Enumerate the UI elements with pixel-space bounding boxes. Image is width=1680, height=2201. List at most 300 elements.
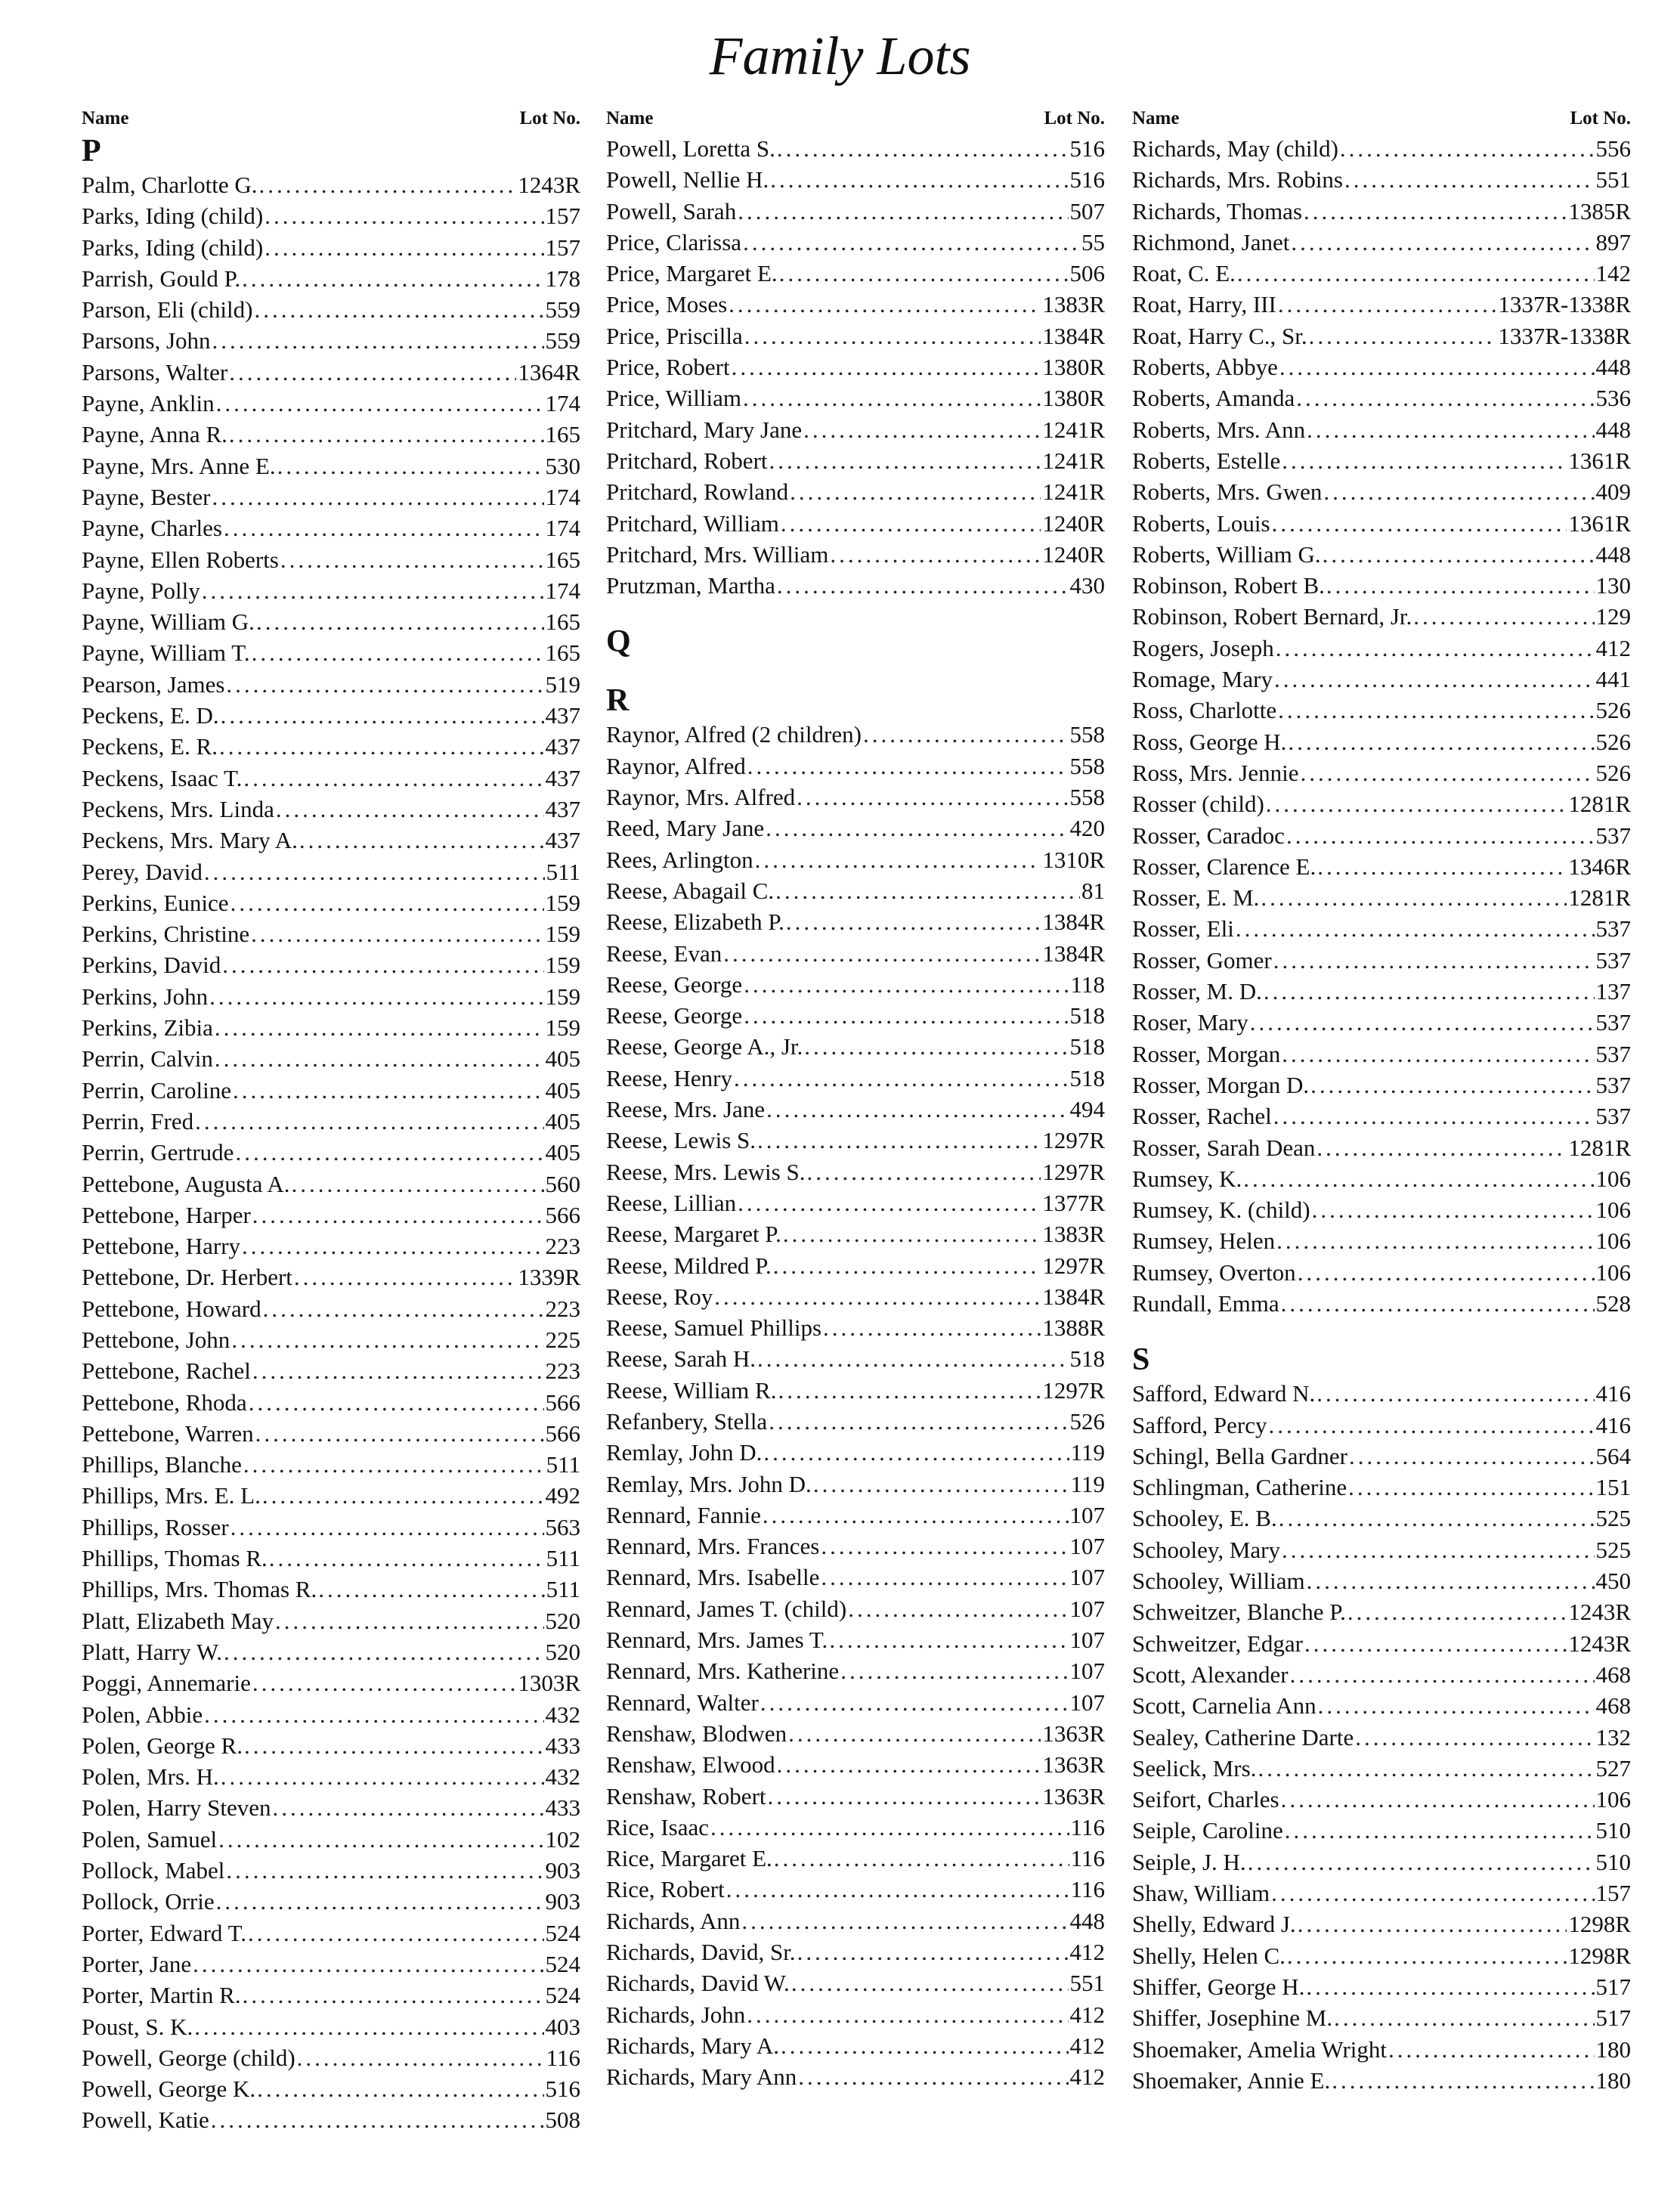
entry-lot-number: 437 <box>545 764 580 791</box>
entry-lot-number: 107 <box>1069 1564 1105 1591</box>
entry-lot-number: 412 <box>1069 2063 1105 2091</box>
entry-lot-number: 107 <box>1069 1627 1105 1654</box>
dot-leader <box>229 357 516 388</box>
entry-lot-number: 526 <box>1069 1407 1105 1435</box>
entry-name: Refanbery, Stella <box>606 1407 768 1435</box>
dot-leader <box>221 700 544 731</box>
entry-lot-number: 558 <box>1069 752 1105 779</box>
entry-lot-number: 159 <box>545 952 580 979</box>
entry-lot-number: 1383R <box>1042 291 1105 318</box>
dot-leader <box>777 133 1069 164</box>
entry-lot-number: 537 <box>1595 1103 1631 1130</box>
lot-entry <box>82 1512 580 1543</box>
dot-leader <box>806 1156 1041 1187</box>
entry-name: Rumsey, Helen <box>1132 1227 1276 1255</box>
dot-leader <box>249 1387 544 1418</box>
lot-entry <box>606 1312 1105 1343</box>
entry-lot-number: 450 <box>1595 1568 1631 1595</box>
lot-entry <box>1132 601 1631 632</box>
entry-lot-number: 511 <box>546 1451 580 1478</box>
entry-lot-number: 180 <box>1595 2035 1631 2063</box>
dot-leader <box>1348 1472 1594 1503</box>
entry-lot-number: 106 <box>1595 1165 1631 1192</box>
entry-lot-number: 508 <box>545 2107 580 2134</box>
lot-entry <box>82 981 580 1012</box>
dot-leader <box>829 1624 1068 1655</box>
entry-name: Richards, Mrs. Robins <box>1132 166 1343 193</box>
lot-entry <box>1132 1378 1631 1409</box>
lot-entry <box>1132 1690 1631 1721</box>
entry-lot-number: 510 <box>1595 1848 1631 1875</box>
dot-leader <box>193 1949 543 1980</box>
entry-name: Schooley, William <box>1132 1568 1305 1595</box>
lot-entry <box>82 606 580 637</box>
entry-lot-number: 116 <box>1070 1876 1105 1903</box>
column-header <box>606 104 1105 133</box>
entry-lot-number: 159 <box>545 983 580 1010</box>
entry-name: Shoemaker, Annie E. <box>1132 2066 1331 2094</box>
lot-entry <box>1132 414 1631 445</box>
dot-leader <box>212 325 544 356</box>
dot-leader <box>1344 164 1595 195</box>
dot-leader <box>1276 633 1595 664</box>
lot-entry <box>606 2061 1105 2092</box>
entry-lot-number: 107 <box>1069 1533 1105 1560</box>
entry-name: Peckens, Isaac T. <box>82 764 243 791</box>
entry-lot-number: 510 <box>1595 1817 1631 1844</box>
entry-name: Rennard, Mrs. Katherine <box>606 1658 840 1685</box>
entry-lot-number: 174 <box>545 515 580 542</box>
entry-lot-number: 165 <box>545 639 580 667</box>
entry-lot-number: 1281R <box>1568 1134 1631 1161</box>
entry-name: Perrin, Gertrude <box>82 1139 234 1166</box>
dot-leader <box>830 539 1041 570</box>
lot-entry <box>82 1730 580 1761</box>
entry-name: Parson, Eli (child) <box>82 296 253 323</box>
lot-entry <box>606 1874 1105 1905</box>
entry-lot-number: 526 <box>1595 728 1631 755</box>
entry-name: Reese, George A., Jr. <box>606 1033 803 1060</box>
column-sections <box>1132 133 1631 2096</box>
dot-leader <box>257 2073 543 2104</box>
lot-entry <box>1132 1100 1631 1131</box>
entry-lot-number: 1384R <box>1042 909 1105 936</box>
dot-leader <box>791 1967 1069 1998</box>
dot-leader <box>229 419 544 450</box>
entry-lot-number: 1243R <box>1568 1630 1631 1657</box>
entry-name: Robinson, Robert B. <box>1132 572 1325 599</box>
dot-leader <box>218 1824 543 1855</box>
lot-entry <box>606 1156 1105 1187</box>
dot-leader <box>1307 1565 1595 1596</box>
lot-entry <box>606 289 1105 320</box>
entry-name: Shiffer, George H. <box>1132 1973 1305 2000</box>
entry-lot-number: 518 <box>1069 1002 1105 1029</box>
entry-name: Pettebone, John <box>82 1326 230 1353</box>
dot-leader <box>299 825 544 856</box>
entry-lot-number: 506 <box>1069 260 1105 287</box>
lot-entry <box>1132 1753 1631 1784</box>
entry-name: Reese, Elizabeth P. <box>606 909 784 936</box>
dot-leader <box>741 1905 1068 1936</box>
entry-name: Rice, Robert <box>606 1876 725 1903</box>
dot-leader <box>1298 1257 1595 1288</box>
entry-name: Perkins, John <box>82 983 209 1010</box>
entry-name: Schweitzer, Blanche P. <box>1132 1599 1346 1626</box>
lot-entry <box>82 1012 580 1043</box>
dot-leader <box>204 1699 543 1730</box>
dot-leader <box>219 731 544 762</box>
lot-entry <box>1132 788 1631 819</box>
lot-entry <box>82 949 580 980</box>
entry-name: Price, William <box>606 385 741 412</box>
lot-entry <box>82 1043 580 1074</box>
lot-entry <box>82 1949 580 1980</box>
entry-lot-number: 448 <box>1595 540 1631 568</box>
entry-lot-number: 448 <box>1595 354 1631 381</box>
entry-lot-number: 537 <box>1595 915 1631 943</box>
lot-entry <box>82 1106 580 1137</box>
entry-lot-number: 1240R <box>1042 540 1105 568</box>
dot-leader <box>1282 1039 1594 1070</box>
entry-lot-number: 537 <box>1595 946 1631 974</box>
lot-entry <box>606 1343 1105 1374</box>
dot-leader <box>243 763 543 794</box>
entry-lot-number: 1297R <box>1042 1127 1105 1154</box>
entry-name: Robinson, Robert Bernard, Jr. <box>1132 603 1412 630</box>
entry-name: Roberts, Amanda <box>1132 385 1295 412</box>
entry-lot-number: 559 <box>545 327 580 354</box>
dot-leader <box>778 1375 1041 1406</box>
entry-name: Renshaw, Elwood <box>606 1751 775 1778</box>
lot-entry <box>1132 258 1631 289</box>
dot-leader <box>757 1125 1041 1156</box>
column-header <box>82 104 580 133</box>
entry-name: Parsons, Walter <box>82 358 228 385</box>
name-header: Name <box>82 108 129 128</box>
lot-entry <box>82 1699 580 1730</box>
dot-leader <box>763 1500 1069 1531</box>
entry-name: Rosser, Clarence E. <box>1132 853 1316 880</box>
entry-lot-number: 165 <box>545 421 580 448</box>
entry-lot-number: 516 <box>545 2076 580 2103</box>
dot-leader <box>788 1718 1041 1749</box>
entry-lot-number: 409 <box>1595 478 1631 506</box>
dot-leader <box>786 906 1041 937</box>
lot-entry <box>1132 2002 1631 2033</box>
lot-entry <box>1132 1940 1631 1971</box>
dot-leader <box>243 1980 544 2011</box>
dot-leader <box>252 1667 516 1698</box>
dot-leader <box>242 1231 543 1261</box>
dot-leader <box>766 813 1068 844</box>
lot-entry <box>82 731 580 762</box>
entry-lot-number: 511 <box>546 858 580 885</box>
dot-leader <box>318 1574 544 1605</box>
entry-name: Sealey, Catherine Darte <box>1132 1723 1354 1751</box>
dot-leader <box>1266 788 1567 819</box>
entry-lot-number: 563 <box>545 1513 580 1540</box>
lot-entry <box>1132 1503 1631 1534</box>
dot-leader <box>231 1324 543 1355</box>
entry-lot-number: 223 <box>545 1233 580 1260</box>
dot-leader <box>297 2042 545 2073</box>
entry-name: Perkins, Zibia <box>82 1014 213 1042</box>
lot-entry <box>1132 445 1631 476</box>
lot-entry <box>1132 570 1631 601</box>
entry-name: Reese, George <box>606 970 743 998</box>
column-header <box>1132 104 1631 133</box>
lot-entry <box>82 1761 580 1792</box>
lot-entry <box>606 227 1105 258</box>
dot-leader <box>195 1106 543 1137</box>
entry-name: Roberts, Louis <box>1132 509 1270 537</box>
entry-name: Shiffer, Josephine M. <box>1132 2004 1333 2032</box>
entry-name: Payne, Mrs. Anne E. <box>82 452 276 479</box>
entry-name: Rumsey, Overton <box>1132 1258 1296 1286</box>
entry-lot-number: 1281R <box>1568 791 1631 818</box>
entry-name: Roat, Harry, III <box>1132 291 1276 318</box>
entry-name: Rosser, Gomer <box>1132 946 1272 974</box>
entry-name: Powell, Nellie H. <box>606 166 769 193</box>
entry-lot-number: 518 <box>1069 1345 1105 1373</box>
entry-name: Rundall, Emma <box>1132 1289 1279 1317</box>
entry-name: Powell, George (child) <box>82 2044 295 2071</box>
lot-entry <box>1132 1659 1631 1690</box>
lot-entry <box>606 751 1105 782</box>
entry-lot-number: 223 <box>545 1295 580 1322</box>
dot-leader <box>1282 1534 1594 1565</box>
entry-name: Scott, Carnelia Ann <box>1132 1692 1316 1720</box>
entry-lot-number: 106 <box>1595 1196 1631 1224</box>
dot-leader <box>1355 1722 1594 1753</box>
dot-leader <box>813 1469 1069 1500</box>
dot-leader <box>1282 445 1567 476</box>
dot-leader <box>755 844 1041 875</box>
entry-name: Schweitzer, Edgar <box>1132 1630 1303 1657</box>
dot-leader <box>1279 351 1595 382</box>
dot-leader <box>254 294 543 325</box>
dot-leader <box>194 2011 543 2042</box>
entry-lot-number: 448 <box>1069 1907 1105 1934</box>
entry-name: Payne, Charles <box>82 515 222 542</box>
entry-lot-number: 511 <box>546 1576 580 1603</box>
dot-leader <box>1278 289 1497 320</box>
entry-name: Rennard, Mrs. Isabelle <box>606 1564 820 1591</box>
entry-lot-number: 107 <box>1069 1501 1105 1528</box>
dot-leader <box>233 1075 543 1106</box>
lot-entry <box>1132 1815 1631 1846</box>
entry-name: Richards, Mary Ann <box>606 2063 797 2091</box>
entry-lot-number: 1380R <box>1042 354 1105 381</box>
lot-entry <box>82 2011 580 2042</box>
dot-leader <box>226 669 543 700</box>
dot-leader <box>790 476 1041 507</box>
entry-lot-number: 412 <box>1069 2032 1105 2059</box>
lot-entry <box>606 1812 1105 1843</box>
lot-entry <box>1132 1472 1631 1503</box>
entry-name: Price, Clarissa <box>606 228 742 255</box>
lot-entry <box>1132 1410 1631 1441</box>
dot-leader <box>1291 227 1594 258</box>
dot-leader <box>1264 976 1595 1007</box>
dot-leader <box>1272 508 1567 539</box>
lot-entry <box>606 539 1105 570</box>
entry-name: Payne, Anklin <box>82 390 215 417</box>
entry-name: Rosser, Caradoc <box>1132 822 1285 849</box>
section-letter-p: P <box>82 134 101 169</box>
lot-entry <box>82 763 580 794</box>
entry-name: Reese, Lewis S. <box>606 1127 756 1154</box>
entry-name: Roberts, Estelle <box>1132 447 1281 474</box>
dot-leader <box>1388 2034 1594 2065</box>
entry-name: Rennard, James T. (child) <box>606 1595 847 1622</box>
entry-name: Roberts, Mrs. Gwen <box>1132 478 1323 506</box>
entry-lot-number: 526 <box>1595 759 1631 786</box>
entry-name: Reese, Henry <box>606 1064 732 1091</box>
lot-entry <box>606 906 1105 937</box>
entry-name: Richmond, Janet <box>1132 228 1290 255</box>
dot-leader <box>1296 382 1594 413</box>
lot-entry <box>606 508 1105 539</box>
entry-name: Rice, Margaret E. <box>606 1845 772 1872</box>
entry-name: Remlay, John D. <box>606 1439 763 1466</box>
dot-leader <box>1248 1847 1595 1878</box>
entry-lot-number: 564 <box>1595 1442 1631 1469</box>
dot-leader <box>773 1250 1041 1281</box>
entry-lot-number: 119 <box>1070 1439 1105 1466</box>
lot-entry <box>1132 913 1631 944</box>
entry-lot-number: 119 <box>1070 1470 1105 1497</box>
lot-entry <box>82 825 580 856</box>
lot-entry <box>82 450 580 481</box>
dot-leader <box>216 388 544 419</box>
entry-lot-number: 558 <box>1069 784 1105 811</box>
entry-name: Rice, Isaac <box>606 1813 709 1840</box>
entry-name: Roberts, Abbye <box>1132 354 1278 381</box>
entry-lot-number: 416 <box>1595 1380 1631 1407</box>
dot-leader <box>1281 1784 1595 1815</box>
lot-entry <box>82 918 580 949</box>
dot-leader <box>840 1655 1068 1686</box>
entry-lot-number: 157 <box>1595 1880 1631 1907</box>
dot-leader <box>779 258 1069 289</box>
lot-entry <box>82 1169 580 1200</box>
entry-name: Raynor, Alfred (2 children) <box>606 721 862 748</box>
entry-name: Rumsey, K. <box>1132 1165 1242 1192</box>
dot-leader <box>212 481 543 512</box>
entry-name: Pettebone, Rachel <box>82 1357 251 1385</box>
dot-leader <box>1273 1100 1595 1131</box>
entry-lot-number: 1241R <box>1042 447 1105 474</box>
lot-entry <box>606 258 1105 289</box>
lot-entry <box>1132 1132 1631 1163</box>
entry-lot-number: 437 <box>545 795 580 822</box>
entry-lot-number: 116 <box>1070 1813 1105 1840</box>
entry-lot-number: 1297R <box>1042 1376 1105 1404</box>
entry-name: Safford, Percy <box>1132 1411 1267 1438</box>
lot-entry <box>82 2042 580 2073</box>
entry-name: Porter, Edward T. <box>82 1919 246 1946</box>
dot-leader <box>1281 1288 1595 1319</box>
entry-name: Schooley, Mary <box>1132 1536 1281 1563</box>
dot-leader <box>1316 1132 1567 1163</box>
dot-leader <box>783 1218 1041 1249</box>
entry-name: Ross, George H. <box>1132 728 1287 755</box>
lot-entry <box>82 169 580 200</box>
entry-name: Phillips, Thomas R. <box>82 1545 268 1572</box>
entry-name: Remlay, Mrs. John D. <box>606 1470 812 1497</box>
dot-leader <box>747 751 1069 782</box>
dot-leader <box>734 1063 1069 1094</box>
entry-name: Rennard, Fannie <box>606 1501 761 1528</box>
entry-name: Pettebone, Harper <box>82 1201 251 1228</box>
entry-name: Richards, May (child) <box>1132 135 1338 162</box>
lot-number-header: Lot No. <box>1044 108 1105 128</box>
dot-leader <box>221 1761 544 1792</box>
dot-leader <box>1285 1815 1595 1846</box>
dot-leader <box>1413 601 1594 632</box>
entry-lot-number: 159 <box>545 921 580 948</box>
entry-name: Rosser, Eli <box>1132 915 1234 943</box>
lot-entry <box>606 1843 1105 1874</box>
entry-name: Perrin, Calvin <box>82 1045 213 1073</box>
entry-lot-number: 1310R <box>1042 846 1105 873</box>
lot-entry <box>606 320 1105 351</box>
lot-entry <box>606 1749 1105 1780</box>
dot-leader <box>1323 476 1594 507</box>
lot-entry <box>1132 1194 1631 1225</box>
entry-name: Platt, Harry W. <box>82 1638 222 1665</box>
lot-entry <box>82 512 580 543</box>
entry-name: Rosser, Morgan <box>1132 1040 1281 1067</box>
entry-name: Seifort, Charles <box>1132 1786 1279 1813</box>
section-letter-s: S <box>1132 1342 1150 1378</box>
lot-entry <box>82 1137 580 1168</box>
lot-entry <box>1132 227 1631 258</box>
entry-name: Polen, Mrs. H. <box>82 1763 219 1791</box>
entry-lot-number: 405 <box>545 1107 580 1135</box>
lot-entry <box>606 1469 1105 1500</box>
entry-lot-number: 432 <box>545 1763 580 1791</box>
entry-name: Powell, George K. <box>82 2076 256 2103</box>
entry-name: Peckens, E. D. <box>82 702 219 729</box>
lot-entry <box>82 481 580 512</box>
dot-leader <box>710 1812 1069 1843</box>
entry-name: Porter, Jane <box>82 1950 192 1977</box>
dot-leader <box>1309 320 1497 351</box>
entry-lot-number: 405 <box>545 1139 580 1166</box>
entry-lot-number: 1383R <box>1042 1221 1105 1248</box>
lot-entry <box>82 856 580 887</box>
entry-lot-number: 432 <box>545 1701 580 1728</box>
entry-lot-number: 518 <box>1069 1064 1105 1091</box>
entry-name: Rosser, Morgan D. <box>1132 1071 1310 1098</box>
lot-entry <box>606 1281 1105 1312</box>
dot-leader <box>769 445 1041 476</box>
lot-entry <box>1132 1784 1631 1815</box>
entry-name: Romage, Mary <box>1132 666 1273 693</box>
entry-lot-number: 106 <box>1595 1227 1631 1255</box>
lot-entry <box>606 164 1105 195</box>
entry-name: Powell, Sarah <box>606 197 737 224</box>
entry-name: Polen, Samuel <box>82 1825 218 1853</box>
lot-entry <box>82 794 580 825</box>
entry-name: Roat, Harry C., Sr. <box>1132 322 1307 349</box>
entry-name: Payne, Polly <box>82 577 200 604</box>
entry-name: Parks, Iding (child) <box>82 234 264 261</box>
lot-entry <box>1132 539 1631 570</box>
